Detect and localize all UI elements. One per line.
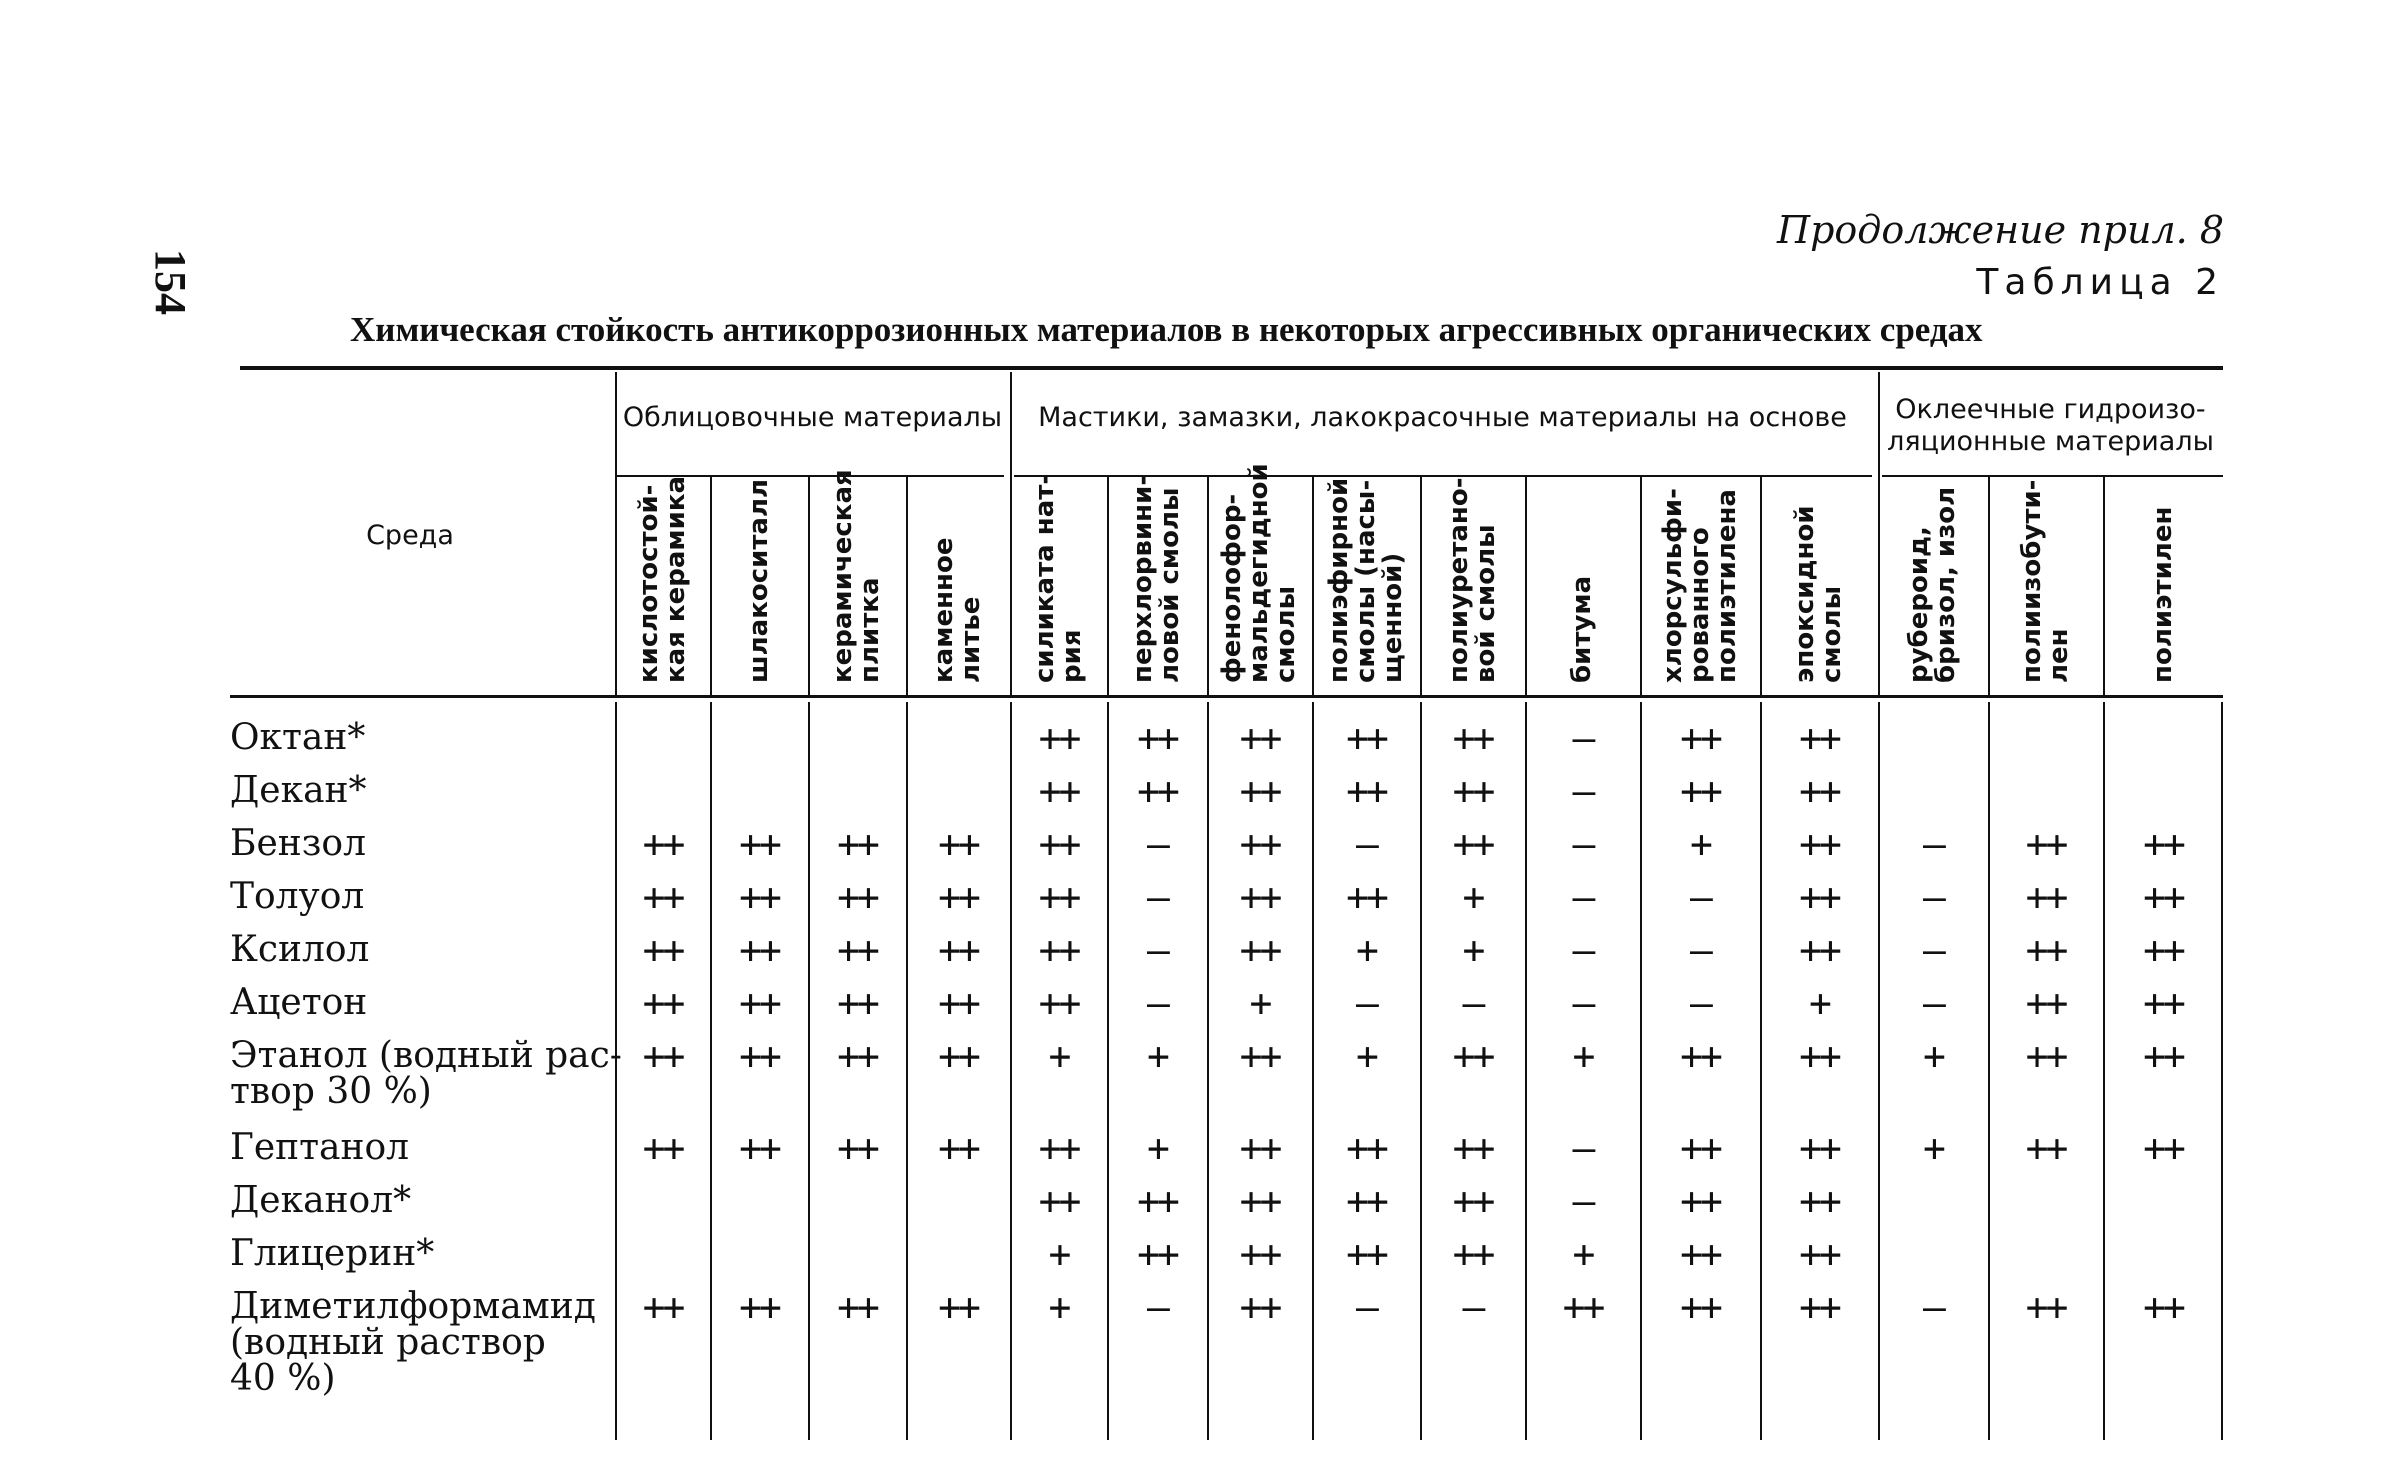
resistance-cell: ++: [938, 928, 978, 972]
column-header: керамическая плитка: [828, 469, 885, 683]
column-header: рубероид, бризол, изол: [1904, 486, 1961, 683]
resistance-cell: ++: [2025, 822, 2066, 866]
resistance-cell: —: [1572, 875, 1593, 919]
resistance-cell: ++: [1239, 1179, 1280, 1223]
resistance-cell: —: [1147, 822, 1167, 866]
resistance-cell: —: [1572, 1179, 1593, 1223]
resistance-cell: ++: [739, 1126, 779, 1170]
resistance-cell: ++: [642, 928, 683, 972]
resistance-cell: ++: [1038, 981, 1079, 1025]
resistance-cell: —: [1462, 981, 1483, 1025]
resistance-cell: ++: [1137, 769, 1177, 813]
resistance-cell: ++: [1799, 1179, 1839, 1223]
resistance-cell: ++: [2025, 1126, 2066, 1170]
resistance-cell: ++: [837, 928, 877, 972]
resistance-cell: ++: [837, 1285, 877, 1329]
resistance-cell: ++: [1680, 769, 1720, 813]
resistance-cell: ++: [642, 822, 683, 866]
resistance-cell: ++: [1680, 1179, 1720, 1223]
resistance-cell: ++: [1346, 716, 1386, 760]
column-header: каменное литье: [929, 537, 986, 683]
group-header-mastics: Мастики, замазки, лакокрасочные материалы на основе: [1038, 402, 1847, 433]
resistance-cell: ++: [1038, 769, 1079, 813]
resistance-cell: ++: [1799, 1126, 1839, 1170]
resistance-cell: ++: [938, 822, 978, 866]
group-rule-waterproofing: [1882, 475, 2223, 477]
row-medium-label: Ацетон: [230, 982, 368, 1023]
resistance-cell: —: [1572, 822, 1593, 866]
header-group-divider: [615, 372, 617, 695]
resistance-cell: —: [1572, 928, 1593, 972]
resistance-cell: ++: [1239, 1285, 1280, 1329]
resistance-cell: ++: [739, 981, 779, 1025]
column-header: перхлорвини- ловой смолы: [1128, 474, 1185, 683]
table-top-rule: [240, 366, 2223, 370]
resistance-cell: ++: [1799, 769, 1839, 813]
column-header: шлакоситалл: [743, 478, 774, 683]
header-column-divider: [1107, 475, 1109, 695]
resistance-cell: ++: [1680, 1232, 1720, 1276]
resistance-cell: +: [1048, 1034, 1069, 1078]
resistance-cell: ++: [1452, 1034, 1493, 1078]
resistance-cell: —: [1923, 981, 1943, 1025]
header-column-divider: [1525, 475, 1527, 695]
resistance-cell: —: [1923, 875, 1943, 919]
resistance-cell: ++: [1799, 928, 1839, 972]
resistance-cell: ++: [938, 875, 978, 919]
header-bottom-rule: [230, 695, 2223, 698]
resistance-cell: ++: [642, 1126, 683, 1170]
resistance-cell: ++: [1799, 1285, 1839, 1329]
header-column-divider: [906, 475, 908, 695]
resistance-cell: ++: [1239, 1034, 1280, 1078]
row-medium-label: Бензол: [230, 823, 366, 864]
column-header: полиэфирной смолы (насы- щенной): [1323, 477, 1408, 683]
resistance-cell: —: [1572, 981, 1593, 1025]
resistance-cell: ++: [1452, 1126, 1493, 1170]
resistance-cell: —: [1923, 1285, 1943, 1329]
continuation-note: Продолжение прил. 8: [1776, 208, 2224, 252]
resistance-cell: —: [1147, 928, 1167, 972]
resistance-cell: +: [1923, 1034, 1943, 1078]
resistance-cell: ++: [2025, 1034, 2066, 1078]
resistance-cell: ++: [2143, 928, 2183, 972]
resistance-cell: +: [1147, 1034, 1167, 1078]
group-header-waterproofing: Оклеечные гидроизо- ляционные материалы: [1887, 394, 2214, 457]
resistance-cell: ++: [1452, 716, 1493, 760]
header-column-divider: [1988, 475, 1990, 695]
resistance-cell: —: [1356, 1285, 1376, 1329]
resistance-cell: ++: [1239, 1126, 1280, 1170]
resistance-cell: —: [1572, 716, 1593, 760]
resistance-cell: —: [1572, 1126, 1593, 1170]
row-medium-label: Деканол*: [230, 1180, 412, 1221]
resistance-cell: ++: [837, 1034, 877, 1078]
column-header: силиката нат- рия: [1029, 473, 1087, 683]
resistance-cell: ++: [2025, 928, 2066, 972]
resistance-cell: ++: [1680, 716, 1720, 760]
resistance-cell: ++: [1562, 1285, 1603, 1329]
header-column-divider: [1760, 475, 1762, 695]
resistance-cell: —: [1690, 928, 1710, 972]
resistance-cell: ++: [739, 1285, 779, 1329]
resistance-cell: ++: [1038, 822, 1079, 866]
resistance-cell: +: [1690, 822, 1710, 866]
column-header: фенолофор- мальдегидной смолы: [1217, 463, 1301, 683]
resistance-cell: ++: [739, 822, 779, 866]
resistance-cell: ++: [2143, 875, 2183, 919]
resistance-cell: ++: [1452, 1179, 1493, 1223]
resistance-cell: ++: [1346, 1126, 1386, 1170]
resistance-cell: ++: [1799, 875, 1839, 919]
resistance-cell: ++: [1346, 769, 1386, 813]
header-column-divider: [1640, 475, 1642, 695]
resistance-cell: ++: [2025, 981, 2066, 1025]
resistance-cell: ++: [642, 875, 683, 919]
resistance-cell: —: [1923, 822, 1943, 866]
resistance-cell: ++: [1799, 1034, 1839, 1078]
resistance-cell: +: [1462, 928, 1483, 972]
resistance-cell: ++: [2143, 822, 2183, 866]
column-header: эпоксидной смолы: [1790, 505, 1847, 683]
resistance-cell: +: [1147, 1126, 1167, 1170]
row-medium-label: Гептанол: [230, 1127, 410, 1168]
resistance-cell: ++: [837, 822, 877, 866]
resistance-cell: +: [1462, 875, 1483, 919]
resistance-cell: ++: [1346, 875, 1386, 919]
resistance-cell: +: [1249, 981, 1270, 1025]
resistance-cell: +: [1048, 1285, 1069, 1329]
resistance-cell: ++: [2025, 1285, 2066, 1329]
resistance-cell: ++: [642, 981, 683, 1025]
column-header: кислотостой- кая керамика: [633, 475, 691, 683]
resistance-cell: ++: [642, 1285, 683, 1329]
resistance-cell: ++: [2143, 1126, 2183, 1170]
header-column-divider: [1312, 475, 1314, 695]
resistance-cell: —: [1147, 981, 1167, 1025]
resistance-cell: ++: [1038, 875, 1079, 919]
resistance-cell: —: [1147, 875, 1167, 919]
resistance-cell: ++: [1239, 822, 1280, 866]
resistance-cell: ++: [1239, 769, 1280, 813]
resistance-cell: ++: [1680, 1034, 1720, 1078]
page-number: 154: [146, 249, 195, 315]
resistance-cell: ++: [1137, 716, 1177, 760]
row-medium-label: Диметилформамид (водный раствор 40 %): [230, 1286, 596, 1399]
resistance-cell: ++: [1680, 1126, 1720, 1170]
resistance-cell: ++: [1239, 716, 1280, 760]
resistance-cell: ++: [1137, 1179, 1177, 1223]
resistance-cell: ++: [837, 875, 877, 919]
column-header: полиуретано- вой смолы: [1443, 477, 1501, 683]
resistance-cell: +: [1572, 1034, 1593, 1078]
resistance-cell: ++: [1799, 822, 1839, 866]
table-title: Химическая стойкость антикоррозионных материалов в некоторых агрессивных органических средах: [350, 310, 1983, 349]
row-medium-label: Этанол (водный рас- твор 30 %): [230, 1035, 622, 1112]
resistance-cell: +: [1809, 981, 1829, 1025]
resistance-cell: ++: [938, 1034, 978, 1078]
resistance-cell: —: [1462, 1285, 1483, 1329]
row-medium-label: Глицерин*: [230, 1233, 435, 1274]
resistance-cell: ++: [1038, 1179, 1079, 1223]
resistance-cell: +: [1923, 1126, 1943, 1170]
header-column-divider: [2103, 475, 2105, 695]
resistance-cell: ++: [1239, 928, 1280, 972]
resistance-cell: ++: [2143, 1285, 2183, 1329]
resistance-cell: ++: [2143, 1034, 2183, 1078]
resistance-cell: ++: [1239, 875, 1280, 919]
group-header-facing-materials: Облицовочные материалы: [622, 402, 1003, 433]
resistance-cell: ++: [739, 928, 779, 972]
resistance-cell: +: [1356, 928, 1376, 972]
resistance-cell: ++: [1452, 822, 1493, 866]
resistance-cell: ++: [1799, 716, 1839, 760]
resistance-cell: —: [1690, 981, 1710, 1025]
resistance-cell: —: [1147, 1285, 1167, 1329]
resistance-cell: —: [1356, 981, 1376, 1025]
header-column-divider: [808, 475, 810, 695]
resistance-cell: ++: [1137, 1232, 1177, 1276]
resistance-cell: ++: [938, 1126, 978, 1170]
header-column-divider: [1207, 475, 1209, 695]
resistance-cell: ++: [837, 981, 877, 1025]
resistance-cell: ++: [2025, 875, 2066, 919]
resistance-cell: +: [1572, 1232, 1593, 1276]
table-label: Таблица 2: [1976, 262, 2224, 303]
row-medium-label: Октан*: [230, 717, 366, 758]
column-header: полиизобути- лен: [2016, 479, 2074, 683]
resistance-cell: +: [1048, 1232, 1069, 1276]
resistance-cell: —: [1572, 769, 1593, 813]
resistance-cell: ++: [1239, 1232, 1280, 1276]
resistance-cell: ++: [739, 1034, 779, 1078]
resistance-cell: —: [1690, 875, 1710, 919]
resistance-cell: ++: [1346, 1179, 1386, 1223]
resistance-cell: ++: [938, 981, 978, 1025]
row-medium-label: Декан*: [230, 770, 367, 811]
column-header: битума: [1567, 575, 1597, 683]
row-medium-label: Толуол: [230, 876, 365, 917]
resistance-cell: ++: [2143, 981, 2183, 1025]
resistance-cell: ++: [1799, 1232, 1839, 1276]
column-header: полиэтилен: [2147, 506, 2178, 683]
header-column-divider: [710, 475, 712, 695]
medium-header: Среда: [366, 520, 454, 551]
header-column-divider: [1420, 475, 1422, 695]
resistance-cell: ++: [1038, 1126, 1079, 1170]
resistance-cell: ++: [938, 1285, 978, 1329]
resistance-cell: ++: [837, 1126, 877, 1170]
resistance-cell: ++: [1680, 1285, 1720, 1329]
resistance-cell: ++: [1452, 1232, 1493, 1276]
row-medium-label: Ксилол: [230, 929, 370, 970]
header-group-divider: [1878, 372, 1880, 695]
resistance-cell: ++: [1038, 716, 1079, 760]
resistance-cell: ++: [642, 1034, 683, 1078]
header-group-divider: [1010, 372, 1012, 695]
resistance-cell: —: [1923, 928, 1943, 972]
resistance-cell: —: [1356, 822, 1376, 866]
resistance-cell: +: [1356, 1034, 1376, 1078]
resistance-cell: ++: [739, 875, 779, 919]
resistance-cell: ++: [1346, 1232, 1386, 1276]
column-header: хлорсульфи- рованного полиэтилена: [1657, 488, 1742, 683]
resistance-cell: ++: [1452, 769, 1493, 813]
resistance-cell: ++: [1038, 928, 1079, 972]
